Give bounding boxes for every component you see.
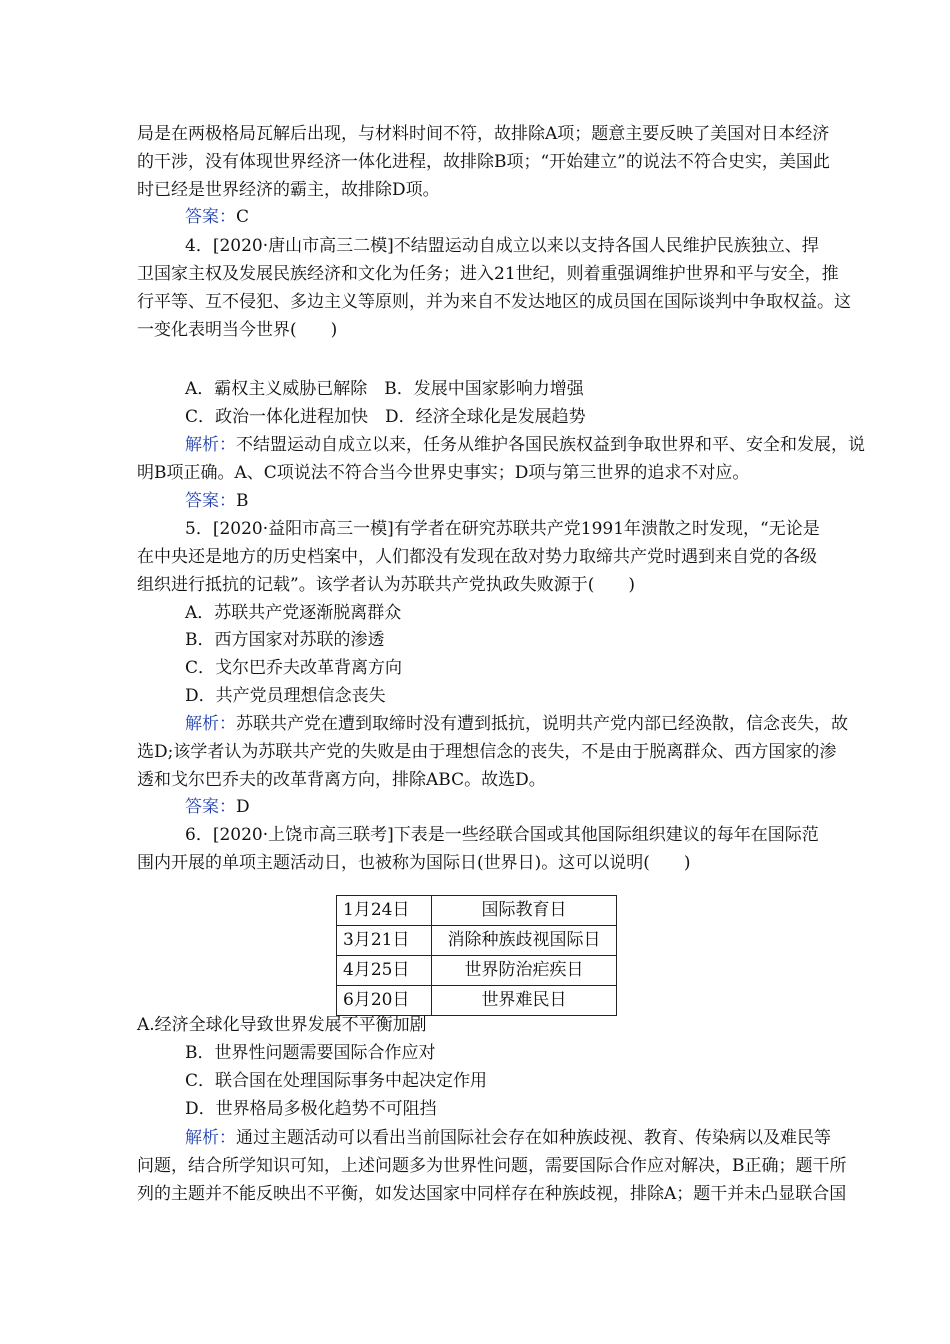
question-4-line: 4．[2020·唐山市高三二模]不结盟运动自成立以来以支持各国人民维护民族独立、捍 [185, 236, 819, 256]
question-5-option: C．戈尔巴乔夫改革背离方向 [185, 658, 403, 678]
question-6-line: 围内开展的单项主题活动日，也被称为国际日(世界日)。这可以说明( ) [137, 853, 691, 873]
question-4-option: A．霸权主义威胁已解除 B．发展中国家影响力增强 [185, 379, 584, 399]
table-cell-date: 4月25日 [337, 956, 432, 986]
table-cell-name: 世界防治疟疾日 [432, 956, 617, 986]
question-5-option: B．西方国家对苏联的渗透 [185, 630, 385, 650]
paragraph-line: 时已经是世界经济的霸主，故排除D项。 [137, 180, 440, 200]
table-row [337, 896, 617, 926]
question-6-option: A.经济全球化导致世界发展不平衡加剧 [137, 1015, 427, 1035]
answer-label: 答案： [185, 491, 236, 511]
answer-line [185, 793, 861, 821]
question-6-option: B．世界性问题需要国际合作应对 [185, 1043, 436, 1063]
table-cell-date: 1月24日 [337, 896, 432, 926]
paragraph-line: 的干涉，没有体现世界经济一体化进程，故排除B项；“开始建立”的说法不符合史实，美国此 [137, 152, 830, 172]
table-cell-name: 消除种族歧视国际日 [432, 926, 617, 956]
answer-value: C [236, 207, 250, 227]
analysis-label: 解析： [185, 435, 236, 455]
question-4-line: 一变化表明当今世界( ) [137, 320, 338, 340]
analysis-line: 透和戈尔巴乔夫的改革背离方向，排除ABC。故选D。 [137, 770, 546, 790]
question-6-line: 6．[2020·上饶市高三联考]下表是一些经联合国或其他国际组织建议的每年在国际范 [185, 825, 819, 845]
analysis-text: 苏联共产党在遭到取缔时没有遭到抵抗，说明共产党内部已经涣散，信念丧失，故 [236, 714, 848, 734]
analysis-label: 解析： [185, 714, 236, 734]
table-row [337, 956, 617, 986]
question-5-line: 5．[2020·益阳市高三一模]有学者在研究苏联共产党1991年溃散之时发现，“无论是 [185, 519, 820, 539]
question-5-line: 组织进行抵抗的记载”。该学者认为苏联共产党执政失败源于( ) [137, 575, 635, 595]
question-5-line: 在中央还是地方的历史档案中，人们都没有发现在敌对势力取缔共产党时遇到来自党的各级 [137, 547, 817, 567]
analysis-line: 选D;该学者认为苏联共产党的失败是由于理想信念的丧失，不是由于脱离群众、西方国家的渗 [137, 742, 837, 762]
analysis-line [185, 1124, 861, 1152]
table-cell-name: 世界难民日 [432, 986, 617, 1016]
question-6-option: C．联合国在处理国际事务中起决定作用 [185, 1071, 488, 1091]
table-cell-date: 3月21日 [337, 926, 432, 956]
table-row [337, 926, 617, 956]
answer-line [185, 203, 861, 231]
international-days-table [336, 895, 617, 1016]
answer-label: 答案： [185, 797, 236, 817]
question-6-option: D．世界格局多极化趋势不可阻挡 [185, 1099, 437, 1119]
question-4-option: C．政治一体化进程加快 D．经济全球化是发展趋势 [185, 407, 586, 427]
analysis-line [185, 710, 861, 738]
analysis-line: 明B项正确。A、C项说法不符合当今世界史事实；D项与第三世界的追求不对应。 [137, 463, 750, 483]
table-cell-date: 6月20日 [337, 986, 432, 1016]
analysis-line [185, 431, 865, 459]
analysis-line: 列的主题并不能反映出不平衡，如发达国家中同样存在种族歧视，排除A；题干并未凸显联合国 [137, 1184, 847, 1204]
question-4-line: 行平等、互不侵犯、多边主义等原则，并为来自不发达地区的成员国在国际谈判中争取权益。这 [137, 292, 851, 312]
analysis-line: 问题，结合所学知识可知，上述问题多为世界性问题，需要国际合作应对解决，B正确；题干所 [137, 1156, 847, 1176]
question-5-option: D．共产党员理想信念丧失 [185, 686, 386, 706]
answer-label: 答案： [185, 207, 236, 227]
answer-value: B [236, 491, 249, 511]
analysis-text: 不结盟运动自成立以来，任务从维护各国民族权益到争取世界和平、安全和发展，说 [236, 435, 865, 455]
analysis-label: 解析： [185, 1128, 236, 1148]
table-cell-name: 国际教育日 [432, 896, 617, 926]
answer-line [185, 487, 861, 515]
analysis-text: 通过主题活动可以看出当前国际社会存在如种族歧视、教育、传染病以及难民等 [236, 1128, 831, 1148]
paragraph-line: 局是在两极格局瓦解后出现，与材料时间不符，故排除A项；题意主要反映了美国对日本经济 [137, 124, 830, 144]
question-4-line: 卫国家主权及发展民族经济和文化为任务；进入21世纪，则着重强调维护世界和平与安全，推 [137, 264, 839, 284]
answer-value: D [236, 797, 250, 817]
question-5-option: A．苏联共产党逐渐脱离群众 [185, 603, 402, 623]
